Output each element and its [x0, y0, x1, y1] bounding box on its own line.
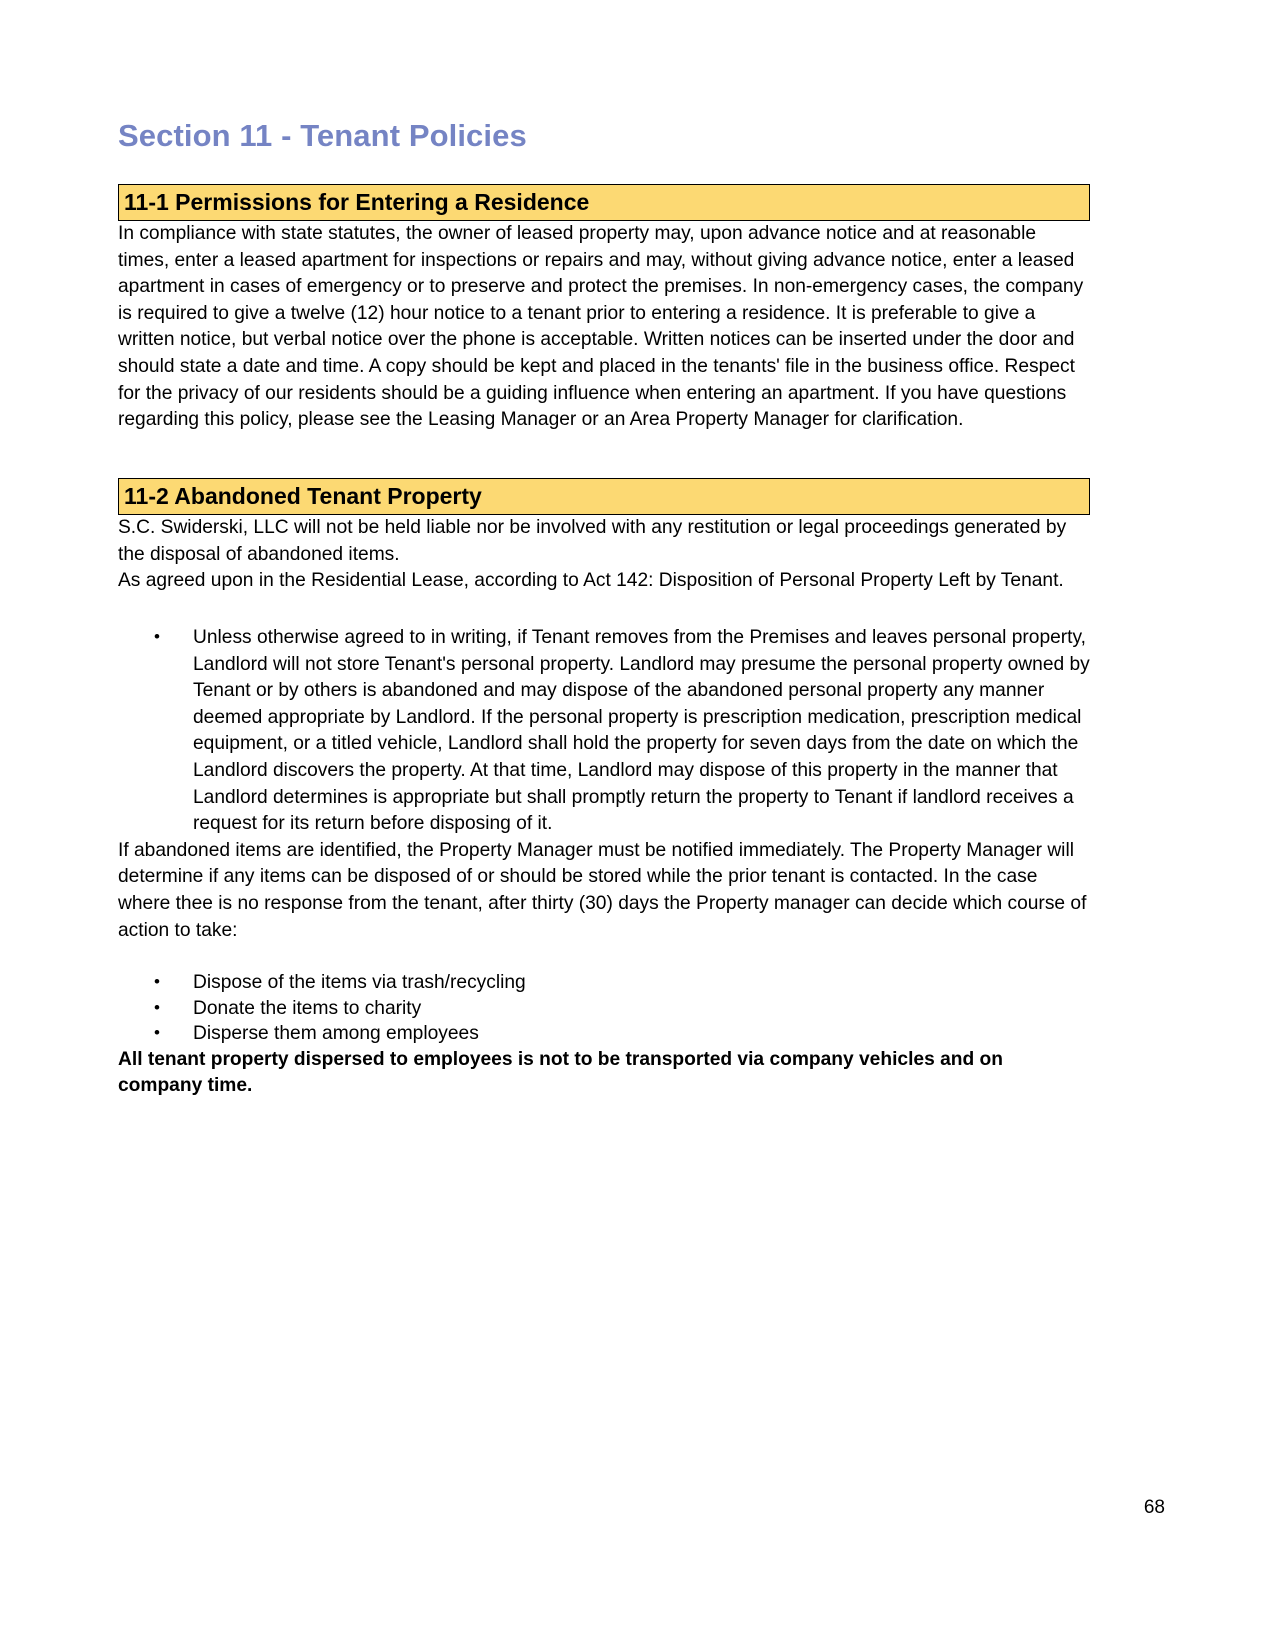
- closing-statement: All tenant property dispersed to employees is not to be transported via company vehicles and on company time.: [118, 1048, 1003, 1097]
- paragraph-residential-lease: As agreed upon in the Residential Lease, according to Act 142: Disposition of Personal Property Left by Tenant.: [118, 570, 1064, 592]
- list-item: • Disperse them among employees: [118, 1021, 1090, 1047]
- list-item: • Dispose of the items via trash/recycling: [118, 970, 1090, 996]
- page-number: 68: [1143, 1497, 1165, 1518]
- lease-bullet-list: [118, 625, 1090, 838]
- section-heading-11-1: 11-1 Permissions for Entering a Residence: [118, 184, 1090, 221]
- list-item: • Donate the items to charity: [118, 996, 1090, 1022]
- section-heading-11-2: 11-2 Abandoned Tenant Property: [118, 478, 1090, 515]
- paragraph-liability: S.C. Swiderski, LLC will not be held liable nor be involved with any restitution or legal proceedings generated by the disposal of abandoned items.: [118, 517, 1067, 565]
- page-title: Section 11 - Tenant Policies: [118, 118, 527, 153]
- action-bullet-list: [118, 970, 1090, 1047]
- paragraph-property-manager: If abandoned items are identified, the Property Manager must be notified immediately. The Property Manager will determine if any items can be disposed of or should be stored while the prior tenant is contacted. In the case where thee is no response from the tenant, after thirty (30) days the Property manager can decide which course of action to take:: [118, 839, 1087, 941]
- list-item: • Unless otherwise agreed to in writing, if Tenant removes from the Premises and leaves personal property, Landlord will not store Tenant's personal property. Landlord may presume the personal property owned by Tenant or by others is abandoned and may dispose of the abandoned personal property any manner deemed appropriate by Landlord. If the personal property is prescription medication, prescription medical equipment, or a titled vehicle, Landlord shall hold the property for seven days from the date on which the Landlord discovers the property. At that time, Landlord may dispose of this property in the manner that Landlord determines is appropriate but shall promptly return the property to Tenant if landlord receives a request for its return before disposing of it.: [118, 625, 1090, 838]
- page-content: [118, 0, 1090, 1100]
- paragraph-permissions: In compliance with state statutes, the owner of leased property may, upon advance notice and at reasonable times, enter a leased apartment for inspections or repairs and may, without giving advance notice, enter a leased apartment in cases of emergency or to preserve and protect the premises. In non-emergency cases, the company is required to give a twelve (12) hour notice to a tenant prior to entering a residence. It is preferable to give a written notice, but verbal notice over the phone is acceptable. Written notices can be inserted under the door and should state a date and time. A copy should be kept and placed in the tenants' file in the business office. Respect for the privacy of our residents should be a guiding influence when entering an apartment. If you have questions regarding this policy, please see the Leasing Manager or an Area Property Manager for clarification.: [118, 223, 1084, 431]
